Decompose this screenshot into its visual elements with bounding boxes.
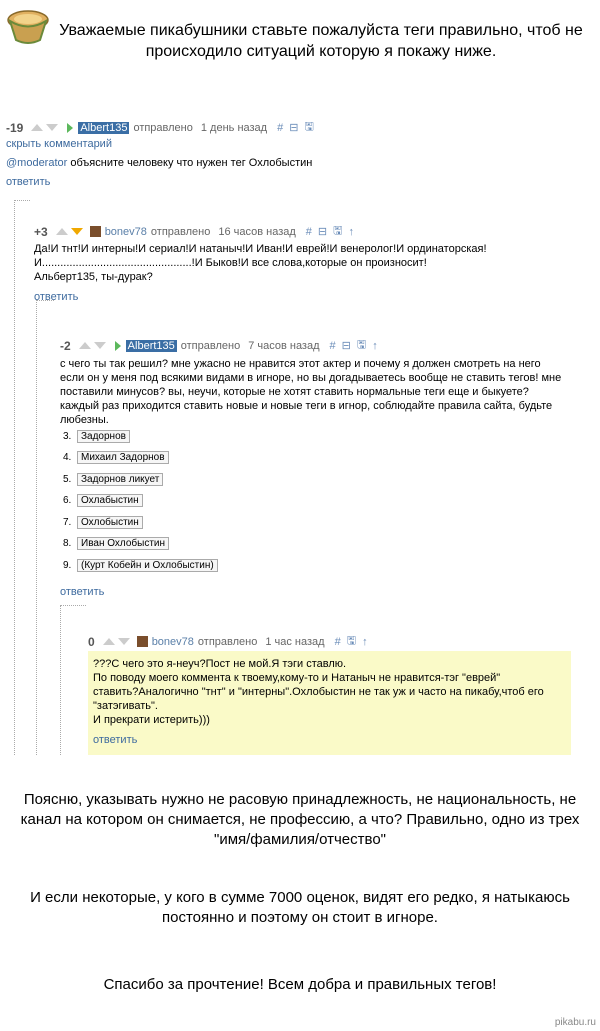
play-icon — [67, 123, 73, 133]
parent-arrow-icon[interactable]: ↑ — [362, 635, 368, 648]
vote-down-icon[interactable] — [118, 638, 130, 645]
text-line: каждый раз приходится ставить новые и новые теги в игнор, соблюдайте правила сайта, будьте — [60, 400, 553, 412]
reply-link[interactable]: ответить — [6, 176, 51, 188]
parent-arrow-icon[interactable]: ↑ — [348, 225, 354, 238]
timestamp[interactable]: 1 день назад — [200, 121, 268, 134]
reply-link[interactable]: ответить — [34, 291, 79, 303]
thanks-text: Спасибо за прочтение! Всем добра и правильных тегов! — [103, 976, 497, 993]
tag-label[interactable]: Михаил Задорнов — [77, 451, 169, 464]
text-line: И.................................................!И Быков!И все слова,которые он произносит! — [34, 257, 427, 269]
text-line: ???С чего это я-неуч?Пост не мой.Я тэги ставлю. — [93, 658, 347, 670]
vote-down-icon[interactable] — [94, 342, 106, 349]
save-icon[interactable]: 🖫 — [304, 121, 314, 133]
tag-item: 4. Михаил Задорнов — [63, 452, 169, 464]
timestamp[interactable]: 1 час назад — [265, 635, 325, 648]
vote-up-icon[interactable] — [31, 124, 43, 131]
sent-label: отправлено — [150, 225, 211, 238]
parent-arrow-icon[interactable]: ↑ — [372, 339, 378, 352]
text-line: И прекрати истерить))) — [93, 714, 210, 726]
tag-item: 5. Задорнов ликует — [63, 474, 163, 486]
tag-label[interactable]: Охлобыстин — [77, 516, 143, 529]
comment-4-text — [93, 657, 544, 727]
comment-3-meta — [60, 336, 378, 355]
save-icon[interactable]: 🖫 — [346, 635, 357, 647]
collapse-icon[interactable]: ⊟ — [317, 226, 328, 238]
mention-link[interactable]: @moderator — [6, 157, 68, 169]
hash-icon[interactable]: # — [305, 225, 312, 238]
tag-label[interactable]: Задорнов — [77, 430, 130, 443]
tag-item: 6. Охлабыстин — [63, 495, 143, 507]
text-line: Да!И тнт!И интерны!И сериал!И натаныч!И Иван!И еврей!И венеролог!И ординаторская! — [34, 243, 487, 255]
vote-down-icon[interactable] — [71, 228, 83, 235]
comment-1-text — [6, 156, 312, 170]
tag-item: 3. Задорнов — [63, 431, 130, 443]
save-icon[interactable]: 🖫 — [333, 225, 343, 237]
hash-icon[interactable]: # — [277, 121, 284, 134]
text-line: "затэгивать". — [93, 700, 158, 712]
tag-label[interactable]: (Курт Кобейн и Охлобыстин) — [77, 559, 218, 572]
save-icon[interactable]: 🖫 — [356, 339, 367, 351]
sent-label: отправлено — [180, 339, 241, 352]
explanation-text: Поясню, указывать нужно не расовую принадлежность, не национальность, не канал на котором он снимается, не профессию, а что? Правильно, одно из трех "имя/фамилия/отчество" — [20, 791, 580, 848]
collapse-icon[interactable]: ⊟ — [341, 340, 351, 352]
username[interactable]: bonev78 — [151, 635, 194, 648]
avatar — [90, 226, 101, 237]
score: -2 — [60, 338, 71, 353]
tag-label[interactable]: Иван Охлобыстин — [77, 537, 169, 550]
sent-label: отправлено — [133, 121, 193, 134]
tag-item: 7. Охлобыстин — [63, 517, 143, 529]
score: +3 — [34, 224, 48, 239]
text-line: если он у меня под всякими видами в игноре, но вы догадываетесь вообще не ставить тегов! мне — [60, 372, 562, 384]
timestamp[interactable]: 7 часов назад — [248, 339, 320, 352]
sent-label: отправлено — [197, 635, 258, 648]
username[interactable]: bonev78 — [104, 225, 147, 238]
avatar — [137, 636, 148, 647]
username[interactable]: Albert135 — [127, 339, 175, 352]
reply-link[interactable]: ответить — [93, 734, 138, 746]
comment-4-meta — [88, 632, 368, 651]
collapse-icon[interactable]: ⊟ — [289, 122, 299, 134]
text-line: Альберт135, ты-дурак? — [34, 271, 153, 283]
comment-3-text — [60, 357, 561, 427]
tag-label[interactable]: Охлабыстин — [77, 494, 143, 507]
vote-up-icon[interactable] — [56, 228, 68, 235]
play-icon — [115, 341, 121, 351]
timestamp[interactable]: 16 часов назад — [218, 225, 296, 238]
reply-link[interactable]: ответить — [60, 586, 105, 598]
intro-text: Уважаемые пикабушники ставьте пожалуйста теги правильно, чтоб не происходило ситуаций которую я покажу ниже. — [59, 22, 583, 60]
hash-icon[interactable]: # — [334, 635, 341, 648]
ignore-note-text: И если некоторые, у кого в сумме 7000 оценок, видят его редко, я натыкаюсь постоянно и поэтому он стоит в игноре. — [30, 889, 570, 926]
vote-down-icon[interactable] — [46, 124, 58, 131]
watermark: pikabu.ru — [554, 1017, 596, 1028]
text-line: ставить?Аналогично "тнт" и "интерны".Охлобыстин не так уж и часто на пикабу,чтоб его — [93, 686, 544, 698]
score: 0 — [88, 634, 95, 649]
text-line: поставили минусов? вы, неучи, которые не хотят ставить нормальные теги еще и быкуете? — [60, 386, 529, 398]
pikabu-logo-icon — [6, 6, 50, 46]
text-line: любезны. — [60, 414, 109, 426]
tag-item: 9. (Курт Кобейн и Охлобыстин) — [63, 560, 218, 572]
comment-2-meta — [34, 222, 354, 241]
vote-up-icon[interactable] — [79, 342, 91, 349]
tag-item: 8. Иван Охлобыстин — [63, 538, 169, 550]
username[interactable]: Albert135 — [80, 121, 128, 134]
text-line: с чего ты так решил? мне ужасно не нравится этот актер и почему я должен смотреть на него — [60, 358, 541, 370]
comment-2-text — [34, 242, 487, 284]
hide-comment-link[interactable]: скрыть комментарий — [6, 138, 112, 150]
text-line: По поводу моего коммента к твоему,кому-то и Натаныч не нравится-тэг "еврей" — [93, 672, 501, 684]
hash-icon[interactable]: # — [329, 339, 336, 352]
tag-label[interactable]: Задорнов ликует — [77, 473, 163, 486]
comment-1-meta — [6, 118, 314, 137]
vote-up-icon[interactable] — [103, 638, 115, 645]
comment-1-body: объясните человеку что нужен тег Охлобыстин — [70, 157, 313, 169]
score: -19 — [6, 120, 24, 135]
